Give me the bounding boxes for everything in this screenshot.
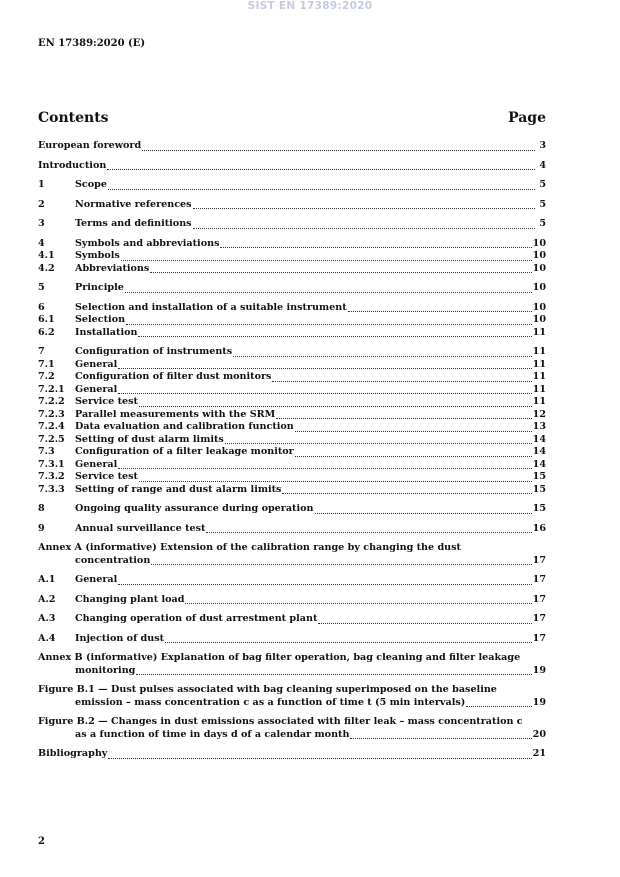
leader-dots [272,380,531,382]
toc-entry-page: 5 [539,179,546,190]
toc-entry-number: 6.1 [38,314,55,325]
table-of-contents [38,140,546,761]
toc-entry[interactable] [38,748,546,761]
toc-entry-title: Normative references [75,198,192,210]
toc-entry[interactable] [38,652,546,677]
toc-entry-title: Configuration of filter dust monitors [75,371,272,382]
leader-dots [139,480,532,482]
leader-dots [151,563,531,565]
toc-entry[interactable] [38,484,546,497]
leader-dots [165,641,532,643]
toc-entry[interactable] [38,459,546,472]
toc-entry-title: Configuration of instruments [75,346,233,357]
toc-entry[interactable] [38,327,546,340]
toc-entry-number: 7.2.5 [38,433,65,445]
toc-entry-title: Figure B.2 — Changes in dust emissions associated with filter leak – mass concentration c [38,716,523,727]
toc-entry-number: 8 [38,503,45,514]
toc-entry-title: Setting of dust alarm limits [75,433,224,445]
toc-entry-title: Service test [75,471,138,482]
toc-entry[interactable] [38,371,546,384]
leader-dots [466,705,531,707]
toc-entry[interactable] [38,471,546,484]
toc-entry-title: Injection of dust [75,632,165,644]
contents-title: Contents [38,110,109,126]
toc-entry-page: 11 [532,358,546,370]
toc-entry[interactable] [38,199,546,212]
leader-dots [220,246,531,248]
toc-entry-number: 7.2.2 [38,396,65,407]
footer-page-number: 2 [38,836,45,847]
leader-dots [315,512,532,514]
toc-entry-title: General [75,358,118,370]
toc-entry-page: 14 [532,433,546,445]
leader-dots [295,430,532,432]
toc-entry-number: 4.2 [38,262,55,274]
toc-entry-page: 17 [532,613,546,624]
toc-entry[interactable] [38,140,546,153]
toc-entry-number: 7.2.1 [38,383,65,395]
toc-entry-title: General [75,383,118,395]
toc-entry-title: Introduction [38,159,107,171]
toc-entry-title: Symbols and abbreviations [75,237,220,249]
leader-dots [138,335,531,337]
leader-dots [118,583,531,585]
toc-entry-page: 13 [532,421,546,432]
toc-entry-number: 7.2 [38,371,55,382]
toc-entry-title: Annual surveillance test [75,522,206,534]
toc-entry[interactable] [38,434,546,447]
toc-entry-title: Configuration of a filter leakage monitor [75,446,294,457]
toc-entry-number: 6.2 [38,326,55,338]
leader-dots [350,737,531,739]
toc-entry-number: A.3 [38,613,56,624]
page-column-label: Page [508,110,546,126]
toc-entry-title: Principle [75,282,124,293]
toc-entry-title: European foreword [38,140,142,151]
toc-entry-number: A.2 [38,593,56,605]
leader-dots [118,392,531,394]
toc-entry-title-cont: monitoring [75,664,136,676]
toc-entry-title: General [75,574,118,585]
toc-entry-title: Ongoing quality assurance during operation [75,503,314,514]
toc-entry[interactable] [38,282,546,295]
toc-entry-page: 15 [532,483,546,495]
toc-entry-page: 10 [532,314,546,325]
toc-entry-number: 4 [38,237,45,249]
leader-dots [126,323,532,325]
leader-dots [118,367,531,369]
toc-entry-page: 14 [532,458,546,470]
watermark: SIST EN 17389:2020 [247,0,373,12]
toc-entry[interactable] [38,716,546,741]
toc-entry-page: 5 [539,198,546,210]
toc-entry-title: Changing operation of dust arrestment plant [75,613,318,624]
leader-dots [348,310,532,312]
toc-entry-number: A.4 [38,632,56,644]
toc-entry[interactable] [38,238,546,251]
toc-entry-page: 10 [532,301,546,313]
toc-entry-title: Setting of range and dust alarm limits [75,483,282,495]
contents-heading-row [38,110,546,126]
toc-entry-title: Abbreviations [75,262,150,274]
toc-entry[interactable] [38,684,546,709]
leader-dots [139,405,532,407]
leader-dots [233,355,532,357]
toc-entry[interactable] [38,396,546,409]
toc-entry-number: 7.3.1 [38,458,65,470]
toc-entry-number: 7.2.4 [38,421,65,432]
toc-entry[interactable] [38,263,546,276]
toc-entry[interactable] [38,613,546,626]
toc-entry-page: 11 [532,396,546,407]
toc-entry[interactable] [38,314,546,327]
leader-dots [318,622,531,624]
leader-dots [185,602,531,604]
toc-entry-page: 11 [532,346,546,357]
toc-entry-page: 4 [539,159,546,171]
toc-entry-number: 7 [38,346,45,357]
toc-entry-title: Selection and installation of a suitable instrument [75,301,347,313]
toc-entry-page: 17 [532,632,546,644]
toc-entry-title: Installation [75,326,138,338]
leader-dots [295,455,532,457]
toc-entry[interactable] [38,523,546,536]
toc-entry-number: 7.3.3 [38,483,65,495]
toc-entry-page: 12 [532,408,546,420]
toc-entry-title: General [75,458,118,470]
leader-dots [225,442,532,444]
toc-entry-title: Bibliography [38,748,108,759]
toc-entry-number: 7.2.3 [38,408,65,420]
toc-entry-number: 5 [38,282,45,293]
toc-entry-number: 6 [38,301,45,313]
toc-entry-title: Scope [75,179,107,190]
leader-dots [206,531,531,533]
toc-entry[interactable] [38,160,546,173]
leader-dots [193,227,535,229]
document-id: EN 17389:2020 (E) [38,38,146,49]
toc-entry-page: 15 [532,471,546,482]
toc-entry-number: 7.3 [38,446,55,457]
toc-entry-page: 21 [532,748,546,759]
toc-entry-number: A.1 [38,574,56,585]
toc-entry-title: Terms and definitions [75,218,192,229]
leader-dots [108,757,531,759]
toc-entry-page: 11 [532,326,546,338]
toc-entry[interactable] [38,384,546,397]
toc-entry-title-cont: emission – mass concentration c as a function of time t (5 min intervals) [75,696,466,708]
toc-entry-page: 10 [532,262,546,274]
toc-entry-number: 3 [38,218,45,229]
toc-entry-page: 10 [532,250,546,261]
toc-entry-number: 7.3.2 [38,471,65,482]
toc-entry-page: 17 [532,593,546,605]
leader-dots [142,149,535,151]
toc-entry[interactable] [38,409,546,422]
toc-entry-number: 1 [38,179,45,190]
toc-entry[interactable] [38,218,546,231]
toc-entry[interactable] [38,446,546,459]
toc-entry-page: 17 [532,574,546,585]
toc-entry-title-cont: as a function of time in days d of a calendar month [75,728,350,740]
leader-dots [121,259,532,261]
toc-entry-title: Changing plant load [75,593,185,605]
leader-dots [193,207,535,209]
toc-entry-page: 19 [532,664,546,676]
toc-entry-title: Selection [75,314,126,325]
leader-dots [107,168,535,170]
toc-entry-title: Annex B (informative) Explanation of bag filter operation, bag cleaning and filter leakage [38,652,521,663]
toc-entry-page: 5 [539,218,546,229]
toc-entry[interactable] [38,542,546,567]
toc-entry-page: 11 [532,383,546,395]
toc-entry[interactable] [38,359,546,372]
toc-entry-page: 17 [532,554,546,566]
toc-entry-title: Service test [75,396,138,407]
toc-entry-page: 11 [532,371,546,382]
toc-entry-title-cont: concentration [75,554,151,566]
toc-entry-title: Parallel measurements with the SRM [75,408,276,420]
toc-entry[interactable] [38,421,546,434]
leader-dots [118,467,531,469]
leader-dots [108,188,535,190]
leader-dots [125,291,532,293]
toc-entry-page: 14 [532,446,546,457]
leader-dots [276,417,531,419]
toc-entry-number: 7.1 [38,358,55,370]
toc-entry-page: 19 [532,696,546,708]
toc-entry-page: 3 [539,140,546,151]
toc-entry-title: Data evaluation and calibration function [75,421,294,432]
toc-entry-page: 15 [532,503,546,514]
toc-entry-title: Figure B.1 — Dust pulses associated with bag cleaning superimposed on the baseline [38,684,497,695]
leader-dots [136,673,531,675]
toc-entry-page: 20 [532,728,546,740]
toc-entry[interactable] [38,503,546,516]
toc-entry[interactable] [38,574,546,587]
toc-entry[interactable] [38,594,546,607]
toc-entry-number: 2 [38,198,45,210]
toc-entry-page: 10 [532,282,546,293]
toc-entry[interactable] [38,633,546,646]
toc-entry[interactable] [38,179,546,192]
toc-entry[interactable] [38,302,546,315]
toc-entry-number: 4.1 [38,250,55,261]
toc-entry-title: Symbols [75,250,120,261]
leader-dots [282,492,531,494]
toc-entry-title: Annex A (informative) Extension of the calibration range by changing the dust [38,542,461,553]
toc-entry[interactable] [38,250,546,263]
toc-entry-page: 16 [532,522,546,534]
toc-entry[interactable] [38,346,546,359]
toc-entry-number: 9 [38,522,45,534]
leader-dots [150,271,531,273]
toc-entry-page: 10 [532,237,546,249]
